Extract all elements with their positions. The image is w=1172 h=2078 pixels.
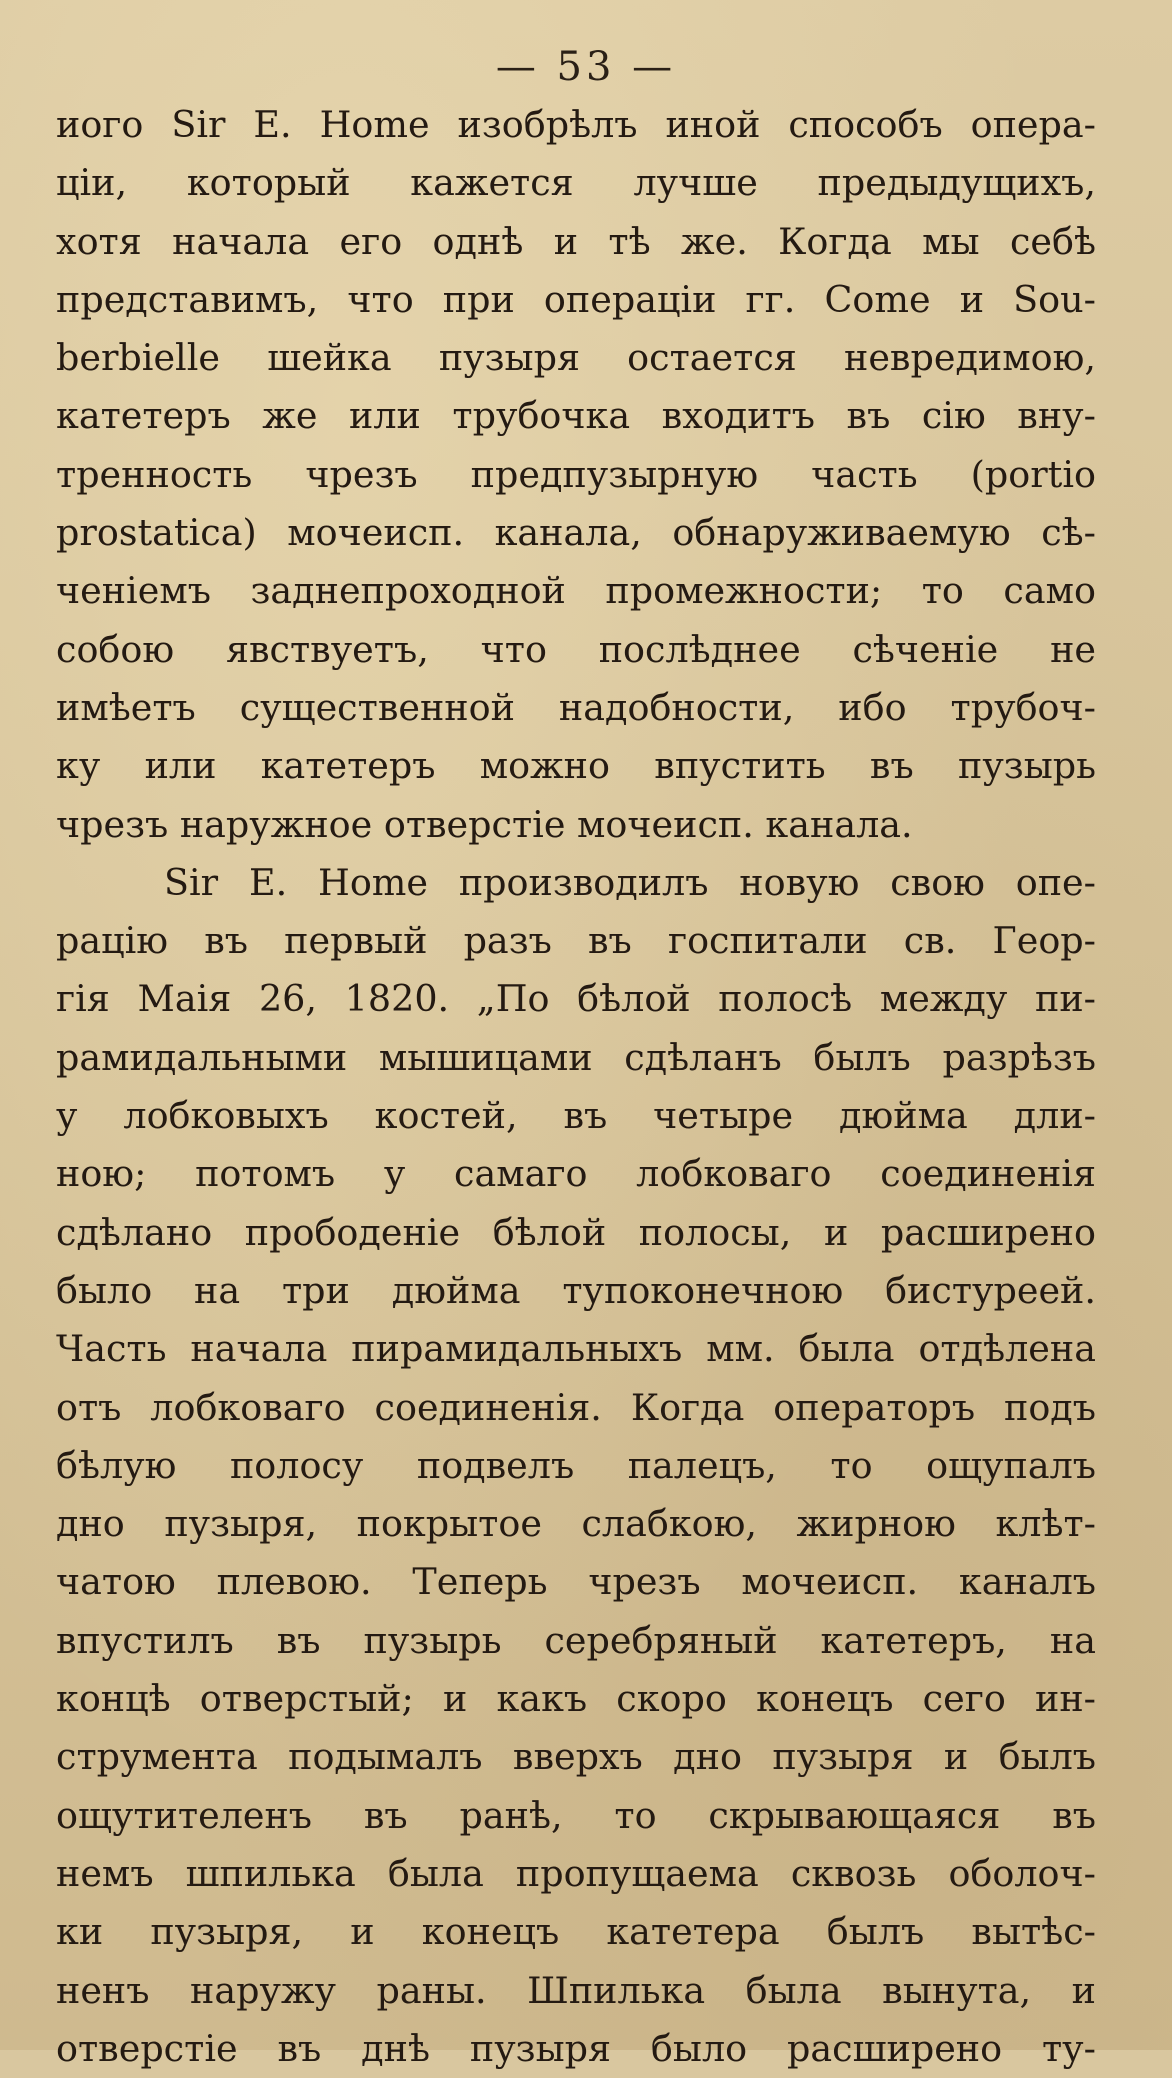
text-line: отверстіе въ днѣ пузыря было расширено ту- xyxy=(56,2026,1096,2070)
text-line: ціи, который кажется лучше предыдущихъ, xyxy=(56,161,1096,205)
text-line: концѣ отверстый; и какъ скоро конецъ сего ин- xyxy=(56,1677,1096,1721)
text-line: имѣетъ существенной надобности, ибо трубоч- xyxy=(56,685,1096,729)
paragraph-start-line: Sir E. Home производилъ новую свою опе- xyxy=(164,860,1096,904)
text-line: ки пузыря, и конецъ катетера былъ вытѣс- xyxy=(56,1910,1096,1954)
text-line: гія Маія 26, 1820. „По бѣлой полосѣ между пи- xyxy=(56,977,1096,1021)
text-line: сдѣлано прободеніе бѣлой полосы, и расширено xyxy=(56,1210,1096,1254)
text-line: бѣлую полосу подвелъ палецъ, то ощупалъ xyxy=(56,1443,1096,1487)
paragraph-end-line: чрезъ наружное отверстіе мочеисп. канала. xyxy=(56,802,913,846)
text-line: струмента подымалъ вверхъ дно пузыря и былъ xyxy=(56,1735,1096,1779)
text-line: ощутителенъ въ ранѣ, то скрывающаяся въ xyxy=(56,1793,1096,1837)
text-line: отъ лобковаго соединенія. Когда операторъ подъ xyxy=(56,1385,1096,1429)
text-line: berbielle шейка пузыря остается невредимою, xyxy=(56,336,1096,380)
text-line: ненъ наружу раны. Шпилька была вынута, и xyxy=(56,1968,1096,2012)
page-number: — 53 — xyxy=(495,44,677,90)
text-line: у лобковыхъ костей, въ четыре дюйма дли- xyxy=(56,1094,1096,1138)
text-line: чатою плевою. Теперь чрезъ мочеисп. каналъ xyxy=(56,1560,1096,1604)
text-line: prostatica) мочеисп. канала, обнаруживаемую сѣ- xyxy=(56,511,1096,555)
text-line: ною; потомъ у самаго лобковаго соединенія xyxy=(56,1152,1096,1196)
text-line: Часть начала пирамидальныхъ мм. была отдѣлена xyxy=(56,1327,1096,1371)
text-line: иого Sir E. Home изобрѣлъ иной способъ опера- xyxy=(56,103,1096,146)
text-line: дно пузыря, покрытое слабкою, жирною клѣт- xyxy=(56,1502,1096,1546)
text-line: рамидальными мышицами сдѣланъ былъ разрѣзъ xyxy=(56,1035,1096,1079)
text-line: представимъ, что при операціи гг. Come и Sou- xyxy=(56,277,1096,321)
text-line: было на три дюйма тупоконечною бистуреей. xyxy=(56,1268,1096,1312)
text-line: тренность чрезъ предпузырную часть (portio xyxy=(56,452,1096,496)
text-line: хотя начала его однѣ и тѣ же. Когда мы себѣ xyxy=(56,219,1096,263)
text-line: ченіемъ заднепроходной промежности; то само xyxy=(56,569,1096,613)
text-line: немъ шпилька была пропущаема сквозь оболоч- xyxy=(56,1851,1096,1895)
body-text xyxy=(56,96,1096,2078)
text-line: впустилъ въ пузырь серебряный катетеръ, на xyxy=(56,1618,1096,1662)
text-line: собою явствуетъ, что послѣднее сѣченіе не xyxy=(56,627,1096,671)
text-line: рацію въ первый разъ въ госпитали св. Геор- xyxy=(56,919,1096,963)
text-line: катетеръ же или трубочка входитъ въ сію вну- xyxy=(56,394,1096,438)
text-line: ку или катетеръ можно впустить въ пузырь xyxy=(56,744,1096,788)
